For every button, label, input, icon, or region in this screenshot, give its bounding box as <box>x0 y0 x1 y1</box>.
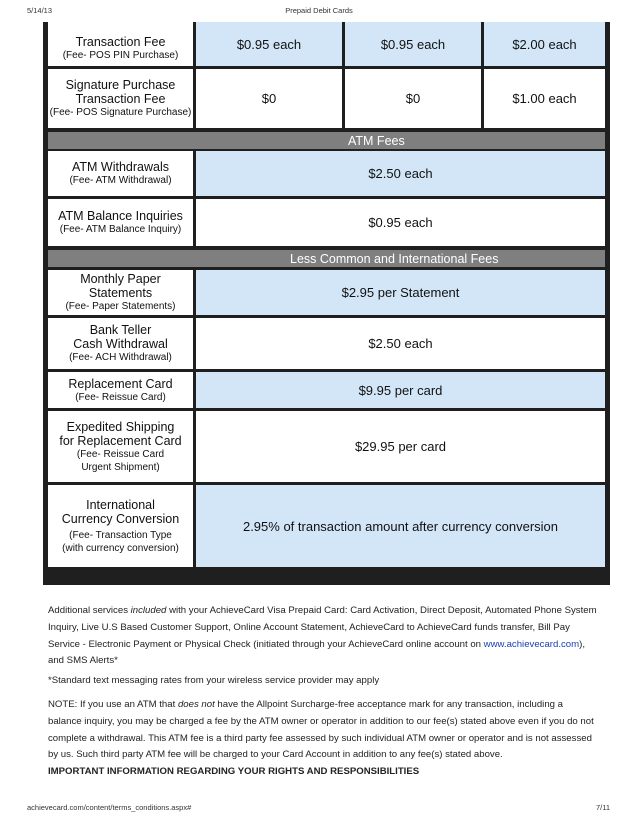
signature-purchase-row <box>48 69 605 128</box>
sig-label-line1: Signature Purchase <box>65 78 176 92</box>
pin-label-sub: (Fee- POS PIN Purchase) <box>62 50 179 61</box>
sig-label-sub: (Fee- POS Signature Purchase) <box>49 107 192 118</box>
header-date: 5/14/13 <box>27 6 53 15</box>
atm-fees-title: ATM Fees <box>348 133 405 148</box>
intl-fees-title: Less Common and International Fees <box>290 251 499 266</box>
atm-withdrawals-value: $2.50 each <box>196 151 605 196</box>
expedited-sub1: (Fee- Reissue Card <box>76 448 165 460</box>
paper-statements-row <box>48 270 605 315</box>
achievecard-link[interactable]: www.achievecard.com <box>483 638 580 650</box>
replacement-card-label <box>48 372 193 408</box>
p3-emphasis: does not <box>177 699 215 710</box>
bank-teller-line2: Cash Withdrawal <box>73 337 168 351</box>
intl-fees-section-header <box>48 250 605 267</box>
bank-teller-label <box>48 318 193 369</box>
atm-balance-sub: (Fee- ATM Balance Inquiry) <box>59 224 182 235</box>
pin-label-line1: Transaction Fee <box>75 35 166 49</box>
expedited-shipping-label <box>48 411 193 482</box>
paper-statements-value: $2.95 per Statement <box>196 270 605 315</box>
bank-teller-value: $2.50 each <box>196 318 605 369</box>
pin-value-3: $2.00 each <box>484 22 605 66</box>
currency-line1: International <box>86 497 155 512</box>
rights-heading: IMPORTANT INFORMATION REGARDING YOUR RIGHTS AND RESPONSIBILITIES <box>48 766 420 777</box>
atm-fees-section-header <box>48 132 605 149</box>
paper-statements-label <box>48 270 193 315</box>
pin-purchase-label <box>48 22 193 66</box>
replacement-value: $9.95 per card <box>196 372 605 408</box>
p3-text-b: have the Allpoint Surcharge-free acceptance mark for any transaction, including a balance inquiry, you may be charged a fee by the ATM owner or operator in addition to our fee(s) stated above even if you do not complete a withdrawal. This ATM fee is a third party fee assessed by such individual ATM owner or operator and is not assessed by us. Such third party ATM fee will be charged to your Card Account in addition to any fee(s) stated above. <box>48 699 594 761</box>
atm-withdrawals-line1: ATM Withdrawals <box>71 160 169 174</box>
atm-note-paragraph <box>48 697 598 764</box>
replacement-sub: (Fee- Reissue Card) <box>75 391 166 403</box>
paper-statements-line1: Monthly Paper Statements <box>80 272 161 300</box>
atm-withdrawals-row <box>48 151 605 196</box>
p1-text-a: Additional services <box>48 605 131 616</box>
atm-balance-value: $0.95 each <box>196 199 605 246</box>
bank-teller-sub: (Fee- ACH Withdrawal) <box>69 352 172 363</box>
sig-label-line2: Transaction Fee <box>75 92 166 106</box>
bank-teller-line1: Bank Teller <box>89 323 152 337</box>
atm-withdrawals-label <box>48 151 193 196</box>
p1-text-b: with your AchieveCard Visa Prepaid Card: Card Activation, Direct Deposit, Automated Phone System Inquiry, Live U.S Based Customer Support, Online Account Statement, AchieveCard to AchieveCard funds transfer, Bill Pay Service - Electronic Payment or Physical Check (initiated through your AchieveCard online account on <box>48 605 597 650</box>
p3-text-a: NOTE: If you use an ATM that <box>48 699 178 710</box>
atm-balance-label <box>48 199 193 246</box>
atm-withdrawals-sub: (Fee- ATM Withdrawal) <box>69 175 172 186</box>
additional-services-paragraph <box>48 603 598 670</box>
bank-teller-row <box>48 318 605 369</box>
pin-value-2: $0.95 each <box>345 22 481 66</box>
expedited-shipping-row <box>48 411 605 482</box>
paper-statements-sub: (Fee- Paper Statements) <box>65 301 176 312</box>
sig-value-3: $1.00 each <box>484 69 605 128</box>
expedited-value: $29.95 per card <box>196 411 605 482</box>
pin-value-1: $0.95 each <box>196 22 342 66</box>
p1-emphasis: included <box>130 605 167 616</box>
sms-rates-note: *Standard text messaging rates from your wireless service provider may apply <box>48 675 380 686</box>
header-title: Prepaid Debit Cards <box>285 6 353 15</box>
footer-url: achievecard.com/content/terms_conditions.aspx# <box>27 803 192 812</box>
footer-page-number: 7/11 <box>595 803 610 812</box>
atm-balance-line1: ATM Balance Inquiries <box>58 209 183 223</box>
replacement-line1: Replacement Card <box>68 376 173 391</box>
atm-balance-row <box>48 199 605 246</box>
expedited-line1: Expedited Shipping <box>66 419 175 434</box>
currency-sub2: (with currency conversion) <box>62 542 179 554</box>
currency-conversion-row <box>48 485 605 567</box>
p1-text-c: ), and SMS Alerts* <box>48 638 585 667</box>
currency-sub1: (Fee- Transaction Type <box>69 529 172 541</box>
sig-value-1: $0 <box>196 69 342 128</box>
sig-value-2: $0 <box>345 69 481 128</box>
currency-value: 2.95% of transaction amount after currency conversion <box>196 485 605 567</box>
signature-purchase-label <box>48 69 193 128</box>
fee-table <box>43 22 610 585</box>
currency-conversion-label <box>48 485 193 567</box>
expedited-sub2: Urgent Shipment) <box>81 461 160 473</box>
pin-purchase-row <box>48 22 605 66</box>
currency-line2: Currency Conversion <box>61 511 180 526</box>
expedited-line2: for Replacement Card <box>59 433 182 448</box>
replacement-card-row <box>48 372 605 408</box>
